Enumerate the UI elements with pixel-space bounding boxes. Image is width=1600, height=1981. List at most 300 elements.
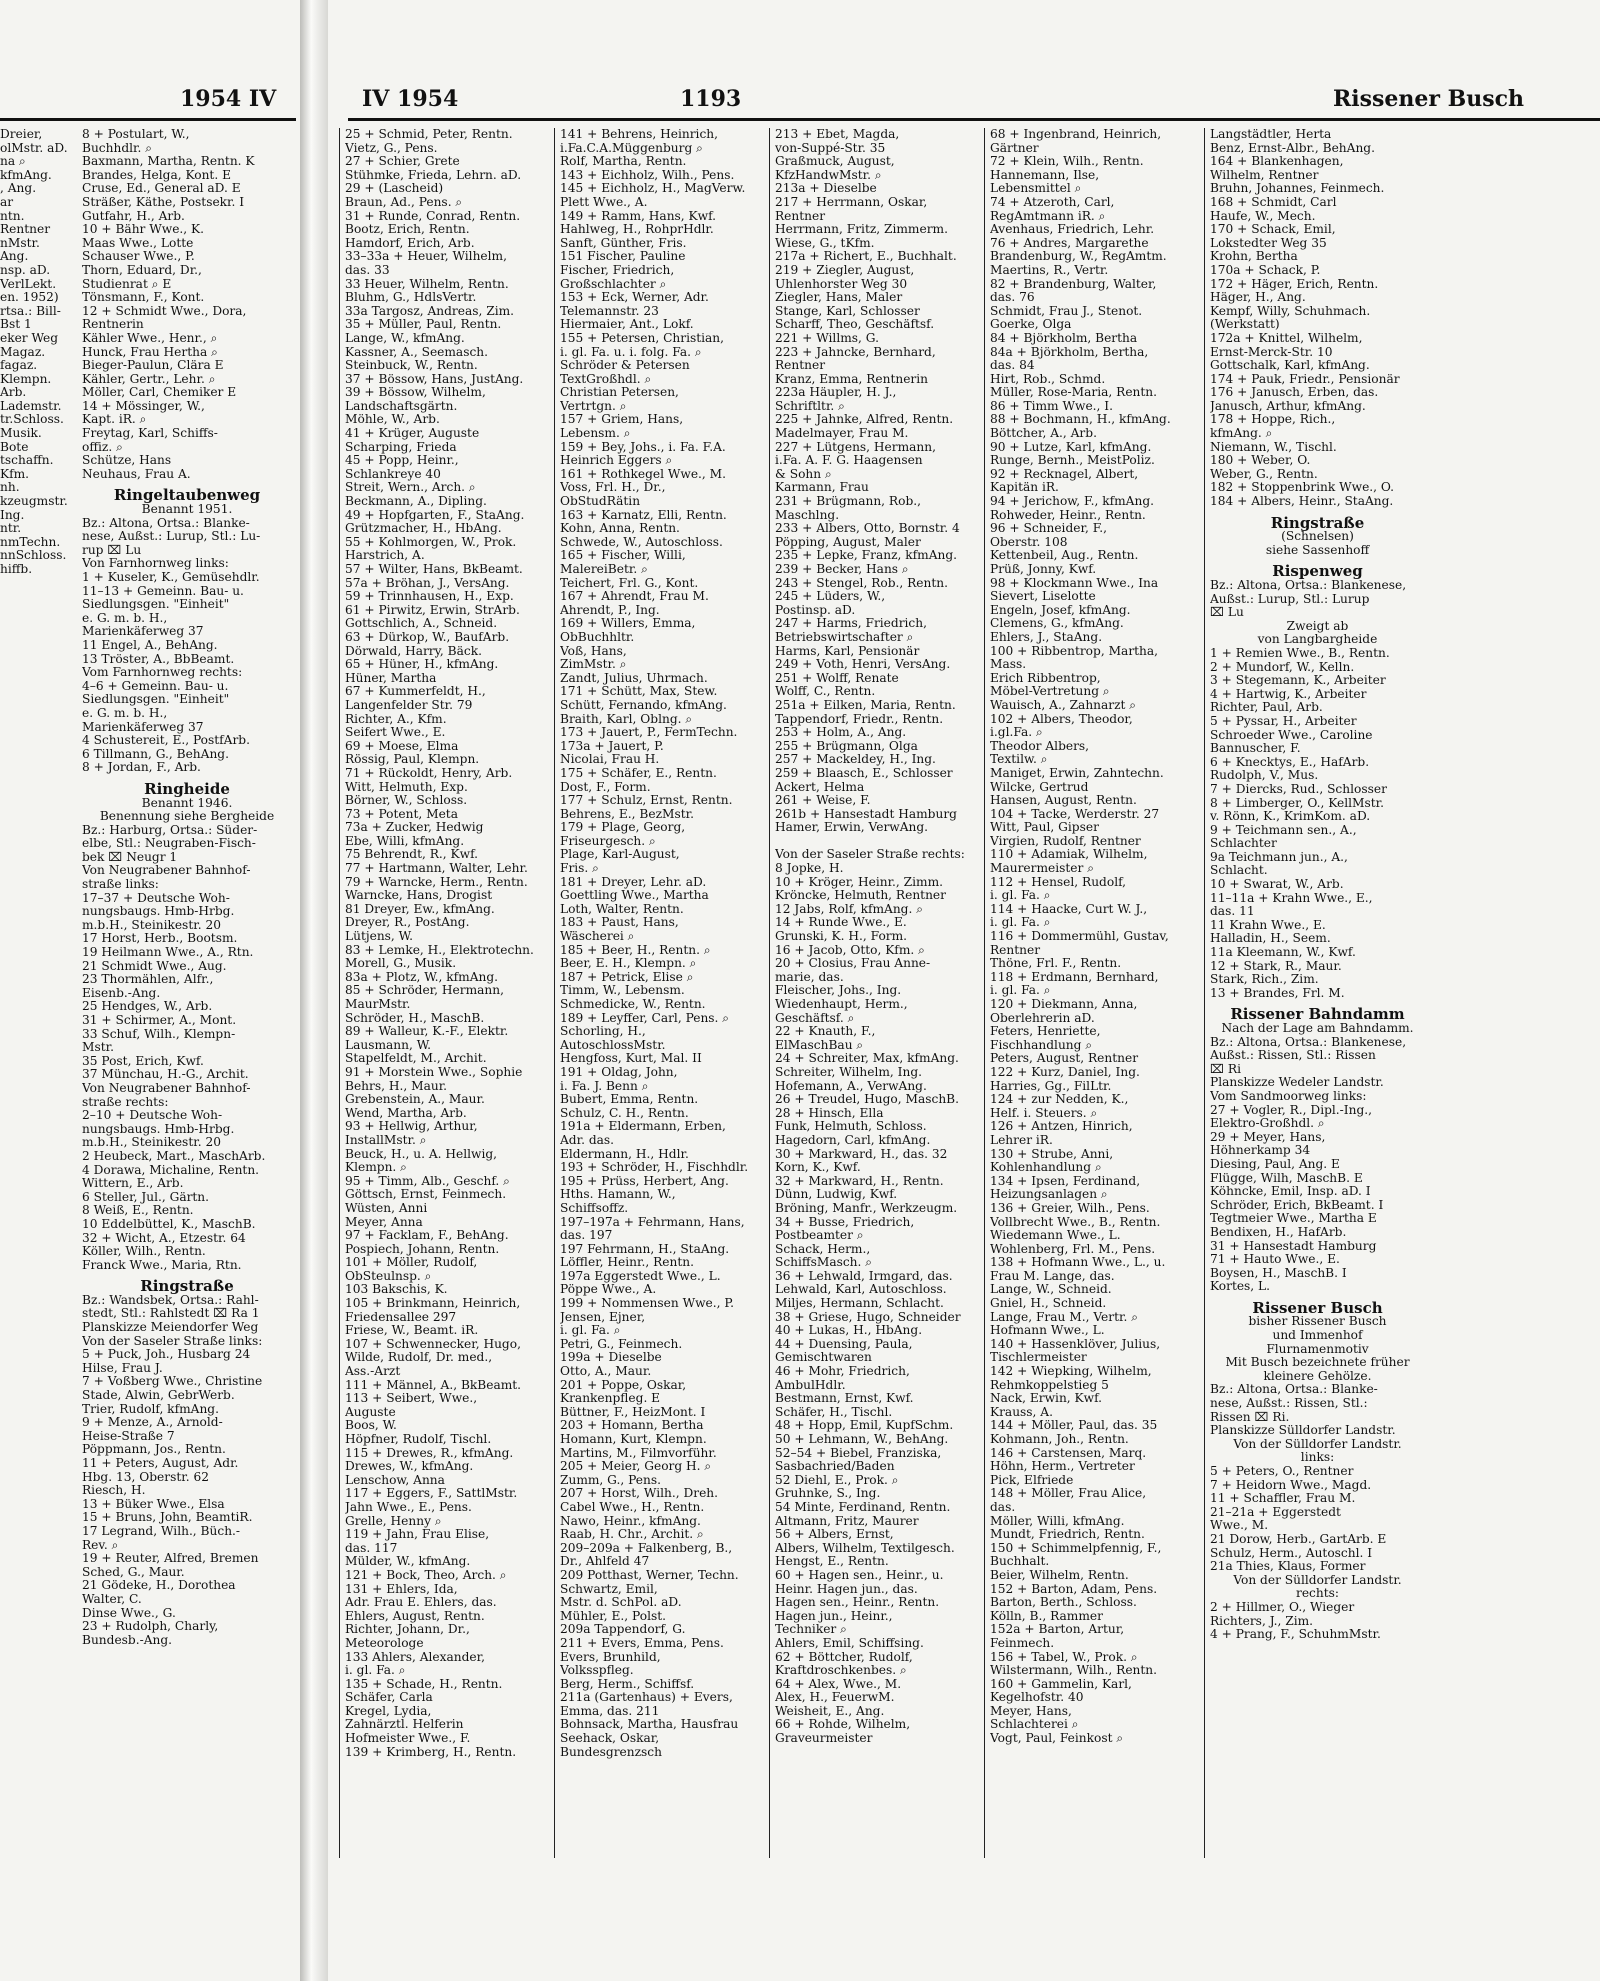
resident-entry: Lokstedter Weg 35: [1210, 235, 1327, 250]
resident-entry: i. gl. Fa. ⌕: [990, 983, 1051, 998]
resident-entry: Maertins, R., Vertr.: [990, 262, 1109, 277]
resident-entry: 31 + Schirmer, A., Mont.: [82, 1013, 237, 1027]
resident-entry: 11–11a + Krahn Wwe., E.,: [1210, 890, 1373, 905]
resident-entry: 114 + Haacke, Curt W. J.,: [990, 901, 1148, 916]
resident-entry: Kraftdroschkenbes. ⌕: [775, 1663, 907, 1678]
resident-entry: Funk, Helmuth, Schloss.: [775, 1119, 927, 1134]
resident-entry: Vietz, G., Pens.: [345, 140, 438, 155]
resident-entry: Kassner, A., Seemasch.: [345, 344, 488, 359]
resident-entry: Tönsmann, F., Kont.: [82, 290, 205, 305]
resident-entry: Möller, Carl, Chemiker E: [82, 385, 237, 400]
resident-entry: 199 + Nommensen Wwe., P.: [560, 1296, 734, 1311]
resident-entry: 157 + Griem, Hans,: [560, 412, 684, 427]
street-note: links:: [1300, 1450, 1335, 1465]
resident-entry: Rudolph, V., Mus.: [1210, 768, 1319, 783]
resident-entry: 79 + Warncke, Herm., Rentn.: [345, 874, 528, 889]
resident-entry: das. 11: [1210, 904, 1255, 919]
resident-entry: 170a + Schack, P.: [1210, 262, 1321, 277]
resident-entry: 8 + Limberger, O., KellMstr.: [1210, 795, 1385, 810]
left-fragment-line: ntr.: [0, 521, 22, 536]
resident-entry: 120 + Diekmann, Anna,: [990, 997, 1138, 1011]
resident-entry: 197–197a + Fehrmann, Hans,: [560, 1214, 745, 1229]
resident-entry: Schmidt, Frau J., Stenot.: [990, 303, 1143, 318]
resident-entry: Pick, Elfriede: [990, 1472, 1074, 1487]
street-note: (Schnelsen): [1281, 529, 1354, 544]
resident-entry: Hths. Hamann, W.,: [560, 1187, 676, 1202]
resident-entry: 95 + Timm, Alb., Geschf. ⌕: [345, 1173, 511, 1188]
resident-entry: 17–37 + Deutsche Woh-: [82, 890, 230, 905]
resident-entry: Fris. ⌕: [560, 861, 600, 876]
resident-entry: Behrs, H., Maur.: [345, 1078, 448, 1093]
resident-entry: Gutfahr, H., Arb.: [82, 208, 185, 223]
resident-entry: Siedlungsgen. "Einheit": [82, 597, 230, 612]
resident-entry: Zumm, G., Pens.: [560, 1472, 661, 1487]
left-page-header: 1954 IV: [180, 86, 277, 112]
resident-entry: 8 + Postulart, W.,: [82, 128, 190, 141]
resident-entry: Wolff, C., Rentn.: [775, 684, 876, 699]
resident-entry: Bohnsack, Martha, Hausfrau: [560, 1717, 739, 1732]
resident-entry: Goettling Wwe., Martha: [560, 888, 709, 903]
resident-entry: nese, Außst.: Lurup, Stl.: Lu-: [82, 529, 261, 544]
resident-entry: AutoschlossMstr.: [560, 1037, 666, 1052]
resident-entry: Hofemann, A., VerwAng.: [775, 1078, 927, 1093]
resident-entry: Barton, Berth., Schloss.: [990, 1595, 1137, 1610]
resident-entry: 183 + Paust, Hans,: [560, 915, 679, 930]
resident-entry: 11 Engel, A., BehAng.: [82, 637, 218, 652]
resident-entry: MaurMstr.: [345, 997, 411, 1011]
resident-entry: 17 Horst, Herb., Bootsm.: [82, 931, 238, 946]
resident-entry: 83 + Lemke, H., Elektrotechn.: [345, 942, 534, 957]
resident-entry: 164 + Blankenhagen,: [1210, 154, 1344, 169]
resident-entry: Gärtner: [990, 140, 1039, 155]
resident-entry: Köhncke, Emil, Insp. aD. I: [1210, 1184, 1371, 1199]
resident-entry: marie, das.: [775, 969, 844, 984]
resident-entry: Karmann, Frau: [775, 480, 869, 495]
resident-entry: Gruhnke, S., Ing.: [775, 1486, 881, 1501]
resident-entry: 203 + Homann, Bertha: [560, 1418, 704, 1433]
resident-entry: Bz.: Altona, Ortsa.: Blankenese,: [1210, 578, 1407, 592]
resident-entry: 103 Bakschis, K.: [345, 1282, 448, 1297]
resident-entry: 235 + Lepke, Franz, kfmAng.: [775, 548, 958, 563]
resident-entry: 126 + Antzen, Hinrich,: [990, 1119, 1133, 1134]
resident-entry: Dünn, Ludwig, Kwf.: [775, 1187, 898, 1202]
resident-entry: offiz. ⌕: [82, 439, 123, 454]
resident-entry: 69 + Moese, Elma: [345, 738, 459, 753]
resident-entry: Krankenpfleg. E: [560, 1391, 661, 1406]
resident-entry: stedt, Stl.: Rahlstedt ⌧ Ra 1: [82, 1306, 260, 1321]
resident-entry: 67 + Kummerfeldt, H.,: [345, 684, 486, 699]
resident-entry: Nawo, Heinr., kfmAng.: [560, 1513, 701, 1528]
resident-entry: 141 + Behrens, Heinrich,: [560, 128, 718, 141]
resident-entry: 55 + Kohlmorgen, W., Prok.: [345, 534, 517, 549]
resident-entry: Weisheit, E., Ang.: [775, 1703, 885, 1718]
resident-entry: Kohn, Anna, Rentn.: [560, 521, 680, 536]
left-fragment-line: ntn.: [0, 208, 25, 223]
resident-entry: 173 + Jauert, P., FermTechn.: [560, 725, 738, 740]
resident-entry: Hagen jun., Heinr.,: [775, 1608, 893, 1623]
resident-entry: Raab, H. Chr., Archit. ⌕: [560, 1527, 704, 1542]
resident-entry: i. gl. Fa. u. i. folg. Fa. ⌕: [560, 344, 702, 359]
resident-entry: 159 + Bey, Johs., i. Fa. F.A.: [560, 439, 726, 454]
resident-entry: Heizungsanlagen ⌕: [990, 1187, 1108, 1202]
resident-entry: 7 + Heidorn Wwe., Magd.: [1210, 1477, 1372, 1492]
resident-entry: 193 + Schröder, H., Fischhdlr.: [560, 1160, 749, 1175]
resident-entry: Hamer, Erwin, VerwAng.: [775, 820, 929, 835]
resident-entry: 39 + Bössow, Wilhelm,: [345, 385, 486, 400]
resident-entry: Bz.: Altona, Ortsa.: Blanke-: [1210, 1382, 1378, 1397]
left-header-rule: [0, 118, 296, 121]
resident-entry: 191 + Oldag, John,: [560, 1064, 678, 1079]
resident-entry: 134 + Ipsen, Ferdinand,: [990, 1173, 1141, 1188]
resident-entry: 38 + Griese, Hugo, Schneider: [775, 1309, 961, 1324]
resident-entry: 41 + Krüger, Auguste: [345, 426, 480, 441]
resident-entry: Göttsch, Ernst, Feinmech.: [345, 1187, 507, 1202]
resident-entry: 28 + Hinsch, Ella: [775, 1105, 884, 1120]
resident-entry: 4 + Prang, F., SchuhmMstr.: [1210, 1627, 1381, 1642]
resident-entry: 10 + Bähr Wwe., K.: [82, 222, 205, 237]
resident-entry: Gemischtwaren: [775, 1350, 872, 1365]
resident-entry: Walter, C.: [82, 1591, 142, 1606]
resident-entry: 175 + Schäfer, E., Rentn.: [560, 765, 717, 780]
resident-entry: e. G. m. b. H.,: [82, 705, 168, 720]
resident-entry: Jahn Wwe., E., Pens.: [345, 1499, 472, 1514]
directory-column: [560, 128, 768, 1759]
resident-entry: 83a + Plotz, W., kfmAng.: [345, 969, 499, 984]
resident-entry: 142 + Wiepking, Wilhelm,: [990, 1364, 1152, 1379]
resident-entry: i.Fa. A. F. G. Haagensen: [775, 453, 923, 468]
left-fragment-line: ar: [0, 194, 14, 209]
resident-entry: Pöppe Wwe., A.: [560, 1282, 657, 1297]
resident-entry: Lehwald, Karl, Autoschloss.: [775, 1282, 947, 1297]
resident-entry: Martins, M., Filmvorführ.: [560, 1445, 717, 1460]
resident-entry: Hofmeister Wwe., F.: [345, 1731, 471, 1746]
resident-entry: 6 Steller, Jul., Gärtn.: [82, 1189, 210, 1204]
left-fragment-line: nnSchloss.: [0, 548, 67, 563]
resident-entry: RegAmtmann iR. ⌕: [990, 208, 1106, 223]
resident-entry: Schäfer, H., Tischl.: [775, 1404, 893, 1419]
resident-entry: Planskizze Meiendorfer Weg: [82, 1320, 259, 1335]
resident-entry: Rohweder, Heinr., Rentn.: [990, 507, 1146, 522]
resident-entry: 84 + Björkholm, Bertha: [990, 330, 1138, 345]
resident-entry: 23 + Rudolph, Charly,: [82, 1619, 219, 1634]
resident-entry: Wilcke, Gertrud: [990, 779, 1089, 794]
left-fragment-line: Arb.: [0, 385, 27, 400]
resident-entry: i. gl. Fa. ⌕: [560, 1323, 621, 1338]
resident-entry: 146 + Carstensen, Marq.: [990, 1445, 1147, 1460]
resident-entry: Rissen ⌧ Ri.: [1210, 1409, 1290, 1424]
resident-entry: 21 Gödeke, H., Dorothea: [82, 1578, 236, 1593]
resident-entry: 25 Hendges, W., Arb.: [82, 999, 213, 1014]
resident-entry: Häger, H., Ang.: [1210, 290, 1306, 305]
resident-entry: 4–6 + Gemeinn. Bau- u.: [82, 678, 229, 693]
resident-entry: 33–33a + Heuer, Wilhelm,: [345, 249, 507, 264]
resident-entry: Siedlungsgen. "Einheit": [82, 692, 230, 707]
resident-entry: 35 + Müller, Paul, Rentn.: [345, 317, 502, 332]
directory-column: [345, 128, 553, 1759]
column-divider: [769, 128, 770, 1858]
resident-entry: Braith, Karl, Oblng. ⌕: [560, 711, 693, 726]
resident-entry: Bluhm, G., HdlsVertr.: [345, 290, 477, 305]
resident-entry: Schütt, Fernando, kfmAng.: [560, 697, 727, 712]
resident-entry: 85 + Schröder, Hermann,: [345, 983, 504, 998]
resident-entry: bek ⌧ Neugr 1: [82, 849, 178, 864]
resident-entry: Kregel, Lydia,: [345, 1703, 432, 1718]
resident-entry: 54 Minte, Ferdinand, Rentn.: [775, 1499, 951, 1514]
resident-entry: Wilstermann, Wilh., Rentn.: [990, 1663, 1158, 1678]
resident-entry: 205 + Meier, Georg H. ⌕: [560, 1459, 712, 1474]
resident-entry: ⌧ Ri: [1210, 1061, 1241, 1076]
resident-entry: Vom Sandmoorweg links:: [1210, 1088, 1367, 1103]
resident-entry: 77 + Hartmann, Walter, Lehr.: [345, 861, 528, 876]
resident-entry: Höhn, Herm., Vertreter: [990, 1459, 1135, 1474]
left-fragment-line: , Ang.: [0, 181, 37, 196]
resident-entry: 81 Dreyer, Ew., kfmAng.: [345, 901, 495, 916]
resident-entry: Bz.: Wandsbek, Ortsa.: Rahl-: [82, 1292, 259, 1307]
resident-entry: 179 + Plage, Georg,: [560, 820, 686, 835]
resident-entry: Stark, Rich., Zim.: [1210, 972, 1319, 987]
resident-entry: 197a Eggerstedt Wwe., L.: [560, 1268, 721, 1283]
resident-entry: 251a + Eilken, Maria, Rentn.: [775, 697, 956, 712]
resident-entry: 102 + Albers, Theodor,: [990, 711, 1133, 726]
resident-entry: 21 Schmidt Wwe., Aug.: [82, 958, 227, 973]
resident-entry: 35 Post, Erich, Kwf.: [82, 1053, 204, 1068]
resident-entry: Geschäftsf. ⌕: [775, 1010, 855, 1025]
resident-entry: 10 + Kröger, Heinr., Zimm.: [775, 874, 944, 889]
resident-entry: Schröder & Petersen: [560, 358, 690, 373]
resident-entry: 143 + Eichholz, Wilh., Pens.: [560, 167, 735, 182]
resident-entry: Wauisch, A., Zahnarzt ⌕: [990, 697, 1137, 712]
resident-entry: Wiese, G., tKfm.: [775, 235, 875, 250]
right-header-rule: [348, 118, 1600, 121]
right-page-header-left: IV 1954: [362, 86, 459, 112]
resident-entry: 131 + Ehlers, Ida,: [345, 1581, 458, 1596]
resident-entry: straße rechts:: [82, 1094, 169, 1109]
resident-entry: Trier, Rudolf, kfmAng.: [82, 1401, 219, 1416]
resident-entry: Beckmann, A., Dipling.: [345, 494, 487, 509]
resident-entry: 50 + Lehmann, W., BehAng.: [775, 1432, 949, 1446]
resident-entry: 20 + Closius, Frau Anne-: [775, 956, 931, 971]
resident-entry: 65 + Hüner, H., kfmAng.: [345, 657, 499, 672]
resident-entry: Thorn, Eduard, Dr.,: [82, 262, 202, 277]
resident-entry: Langenfelder Str. 79: [345, 697, 473, 712]
resident-entry: 27 + Schier, Grete: [345, 154, 460, 169]
resident-entry: Postinsp. aD.: [775, 602, 856, 617]
street-note: Von der Sülldorfer Landstr.: [1233, 1436, 1402, 1451]
resident-entry: Dörwald, Harry, Bäck.: [345, 643, 482, 658]
resident-entry: Kähler, Gertr., Lehr. ⌕: [82, 371, 216, 386]
resident-entry: Wilhelm, Rentner: [1210, 167, 1319, 182]
resident-entry: Petri, G., Feinmech.: [560, 1336, 683, 1351]
resident-entry: Dreyer, R., PostAng.: [345, 915, 470, 930]
resident-entry: Schreiter, Wilhelm, Ing.: [775, 1064, 923, 1079]
street-note: Von der Sülldorfer Landstr.: [1233, 1572, 1402, 1587]
resident-entry: 191a + Eldermann, Erben,: [560, 1119, 726, 1134]
resident-entry: 5 + Puck, Joh., Husbarg 24: [82, 1347, 251, 1362]
resident-entry: Fleischer, Johs., Ing.: [775, 983, 902, 998]
resident-entry: Hbg. 13, Oberstr. 62: [82, 1469, 209, 1484]
resident-entry: Zandt, Julius, Uhrmach.: [560, 670, 708, 685]
resident-entry: 33 Heuer, Wilhelm, Rentn.: [345, 276, 509, 291]
resident-entry: das. 117: [345, 1540, 398, 1555]
resident-entry: i. gl. Fa. ⌕: [345, 1663, 406, 1678]
resident-entry: Maniget, Erwin, Zahntechn.: [990, 765, 1164, 780]
resident-entry: Bieger-Paulun, Clära E: [82, 358, 224, 373]
resident-entry: Hannemann, Ilse,: [990, 167, 1100, 182]
resident-entry: 36 + Lehwald, Irmgard, das.: [775, 1268, 953, 1283]
resident-entry: 66 + Rohde, Wilhelm,: [775, 1717, 911, 1732]
resident-entry: Virgien, Rudolf, Rentner: [990, 833, 1141, 848]
resident-entry: Von Farnhornweg links:: [82, 556, 229, 571]
resident-entry: Buchhalt.: [990, 1554, 1050, 1569]
resident-entry: Jensen, Ejner,: [560, 1309, 646, 1324]
resident-entry: Stade, Alwin, GebrWerb.: [82, 1388, 235, 1403]
resident-entry: 168 + Schmidt, Carl: [1210, 194, 1337, 209]
directory-column: [990, 128, 1202, 1746]
directory-column: [1210, 128, 1425, 1642]
resident-entry: Kapt. iR. ⌕: [82, 412, 147, 427]
resident-entry: Schröder, H., MaschB.: [345, 1010, 485, 1025]
resident-entry: Herrmann, Fritz, Zimmerm.: [775, 222, 948, 237]
resident-entry: 101 + Möller, Rudolf,: [345, 1255, 478, 1270]
resident-entry: Köller, Wilh., Rentn.: [82, 1244, 206, 1259]
resident-entry: 57 + Wilter, Hans, BkBeamt.: [345, 562, 523, 576]
resident-entry: 4 Dorawa, Michaline, Rentn.: [82, 1162, 260, 1177]
resident-entry: Plett Wwe., A.: [560, 194, 648, 209]
resident-entry: Cabel Wwe., H., Rentn.: [560, 1499, 705, 1514]
left-fragment-line: nh.: [0, 480, 20, 495]
resident-entry: 16 + Jacob, Otto, Kfm. ⌕: [775, 942, 925, 957]
resident-entry: 29 + Meyer, Hans,: [1210, 1129, 1326, 1144]
resident-entry: 116 + Dommermühl, Gustav,: [990, 929, 1169, 944]
resident-entry: 74 + Atzeroth, Carl,: [990, 194, 1115, 209]
left-fragment-line: en. 1952): [0, 290, 59, 305]
resident-entry: Außst.: Rissen, Stl.: Rissen: [1210, 1048, 1376, 1063]
resident-entry: 93 + Hellwig, Arthur,: [345, 1119, 478, 1134]
street-note: Flurnamenmotiv: [1266, 1341, 1369, 1356]
resident-entry: 144 + Möller, Paul, das. 35: [990, 1418, 1158, 1433]
resident-entry: Bz.: Harburg, Ortsa.: Süder-: [82, 822, 258, 837]
resident-entry: 187 + Petrick, Elise ⌕: [560, 969, 694, 984]
resident-entry: Lenschow, Anna: [345, 1472, 445, 1487]
resident-entry: Stapelfeldt, M., Archit.: [345, 1051, 487, 1066]
resident-entry: Uhlenhorster Weg 30: [775, 276, 908, 291]
resident-entry: 113 + Seibert, Wwe.,: [345, 1391, 478, 1406]
resident-entry: Vogt, Paul, Feinkost ⌕: [990, 1731, 1124, 1746]
resident-entry: Drewes, W., kfmAng.: [345, 1459, 474, 1474]
page-number: 1193: [680, 86, 742, 112]
resident-entry: TextGroßhdl. ⌕: [560, 371, 652, 386]
resident-entry: 140 + Hassenklöver, Julius,: [990, 1336, 1161, 1351]
resident-entry: 148 + Möller, Frau Alice,: [990, 1486, 1147, 1501]
resident-entry: Witt, Paul, Gipser: [990, 820, 1099, 835]
resident-entry: Außst.: Lurup, Stl.: Lurup: [1210, 591, 1370, 606]
resident-entry: Plage, Karl-August,: [560, 847, 680, 862]
resident-entry: das. 84: [990, 358, 1035, 373]
resident-entry: Von Neugrabener Bahnhof-: [82, 863, 251, 878]
resident-entry: Krohn, Bertha: [1210, 249, 1298, 264]
resident-entry: 91 + Morstein Wwe., Sophie: [345, 1064, 523, 1079]
resident-entry: 7 + Voßberg Wwe., Christine: [82, 1374, 263, 1389]
resident-entry: Richter, Johann, Dr.,: [345, 1622, 470, 1637]
resident-entry: 19 + Reuter, Alfred, Bremen: [82, 1551, 259, 1566]
resident-entry: 184 + Albers, Heinr., StaAng.: [1210, 494, 1394, 509]
resident-entry: 2 + Mundorf, W., Kelln.: [1210, 659, 1355, 674]
resident-entry: 195 + Prüss, Herbert, Ang.: [560, 1173, 729, 1188]
resident-entry: InstallMstr. ⌕: [345, 1132, 427, 1147]
resident-entry: Hirt, Rob., Schmd.: [990, 371, 1106, 386]
left-fragment-line: Klempn.: [0, 371, 52, 386]
resident-entry: 82 + Brandenburg, Walter,: [990, 276, 1157, 291]
resident-entry: Adr. Frau E. Ehlers, das.: [345, 1595, 497, 1610]
resident-entry: Beuck, H., u. A. Hellwig,: [345, 1146, 498, 1161]
resident-entry: Boysen, H., MaschB. I: [1210, 1265, 1347, 1280]
street-note: von Langbargheide: [1257, 632, 1378, 647]
resident-entry: 2–10 + Deutsche Woh-: [82, 1108, 223, 1123]
resident-entry: 21 Dorow, Herb., GartArb. E: [1210, 1531, 1387, 1546]
resident-entry: Niemann, W., Tischl.: [1210, 439, 1337, 454]
resident-entry: Börner, W., Schloss.: [345, 793, 468, 808]
resident-entry: Ahrendt, P., Ing.: [560, 602, 660, 617]
resident-entry: Oberlehrerin aD.: [990, 1010, 1095, 1025]
resident-entry: Weber, G., Rentn.: [1210, 466, 1318, 481]
resident-entry: Bröning, Manfr., Werkzeugm.: [775, 1200, 958, 1215]
resident-entry: Janusch, Arthur, kfmAng.: [1210, 398, 1366, 413]
resident-entry: 37 + Bössow, Hans, JustAng.: [345, 371, 524, 386]
resident-entry: 98 + Klockmann Wwe., Ina: [990, 575, 1159, 590]
left-fragment-line: hiffb.: [0, 562, 33, 576]
resident-entry: Kapitän iR.: [990, 480, 1059, 495]
resident-entry: 12 + Schmidt Wwe., Dora,: [82, 303, 247, 318]
resident-entry: Warncke, Hans, Drogist: [345, 888, 493, 903]
resident-entry: Streit, Wern., Arch. ⌕: [345, 480, 476, 495]
resident-entry: 261 + Weise, F.: [775, 793, 871, 808]
resident-entry: Goerke, Olga: [990, 317, 1072, 332]
resident-entry: Sträßer, Käthe, Postsekr. I: [82, 194, 245, 209]
resident-entry: 68 + Ingenbrand, Heinrich,: [990, 128, 1162, 141]
resident-entry: 48 + Hopp, Emil, KupfSchm.: [775, 1418, 954, 1433]
resident-entry: Bz.: Altona, Ortsa.: Blankenese,: [1210, 1034, 1407, 1049]
resident-entry: Scharping, Frieda: [345, 439, 457, 454]
resident-entry: 14 + Runde Wwe., E.: [775, 915, 907, 930]
resident-entry: 209 Potthast, Werner, Techn.: [560, 1567, 739, 1582]
resident-entry: Ackert, Helma: [775, 779, 865, 794]
resident-entry: 223 + Jahncke, Bernhard,: [775, 344, 936, 359]
left-fragment-line: Lademstr.: [0, 398, 62, 413]
resident-entry: Dinse Wwe., G.: [82, 1605, 176, 1620]
resident-entry: Hagen sen., Heinr., Rentn.: [775, 1595, 940, 1610]
resident-entry: 56 + Albers, Ernst,: [775, 1527, 894, 1542]
resident-entry: Mass.: [990, 657, 1027, 672]
resident-entry: Möbel-Vertretung ⌕: [990, 684, 1110, 699]
resident-entry: Maas Wwe., Lotte: [82, 235, 194, 250]
resident-entry: Von der Saseler Straße links:: [82, 1333, 263, 1348]
resident-entry: ObBuchhltr.: [560, 629, 635, 644]
resident-entry: 71 + Hauto Wwe., E.: [1210, 1252, 1340, 1267]
resident-entry: 225 + Jahnke, Alfred, Rentn.: [775, 412, 954, 427]
resident-entry: 201 + Poppe, Oskar,: [560, 1377, 687, 1392]
street-heading: Rispenweg: [1272, 562, 1363, 581]
resident-entry: Heise-Straße 7: [82, 1428, 175, 1443]
left-fragment-line: Musik.: [0, 426, 42, 441]
resident-entry: Witt, Helmuth, Exp.: [345, 779, 468, 794]
resident-entry: Benz, Ernst-Albr., BehAng.: [1210, 140, 1375, 155]
resident-entry: e. G. m. b. H.,: [82, 610, 168, 625]
resident-entry: Loth, Walter, Rentn.: [560, 901, 684, 916]
resident-entry: [775, 835, 983, 849]
resident-entry: Grebenstein, A., Maur.: [345, 1092, 485, 1107]
resident-entry: 59 + Trinnhausen, H., Exp.: [345, 589, 514, 604]
resident-entry: Lebensmittel ⌕: [990, 181, 1082, 196]
